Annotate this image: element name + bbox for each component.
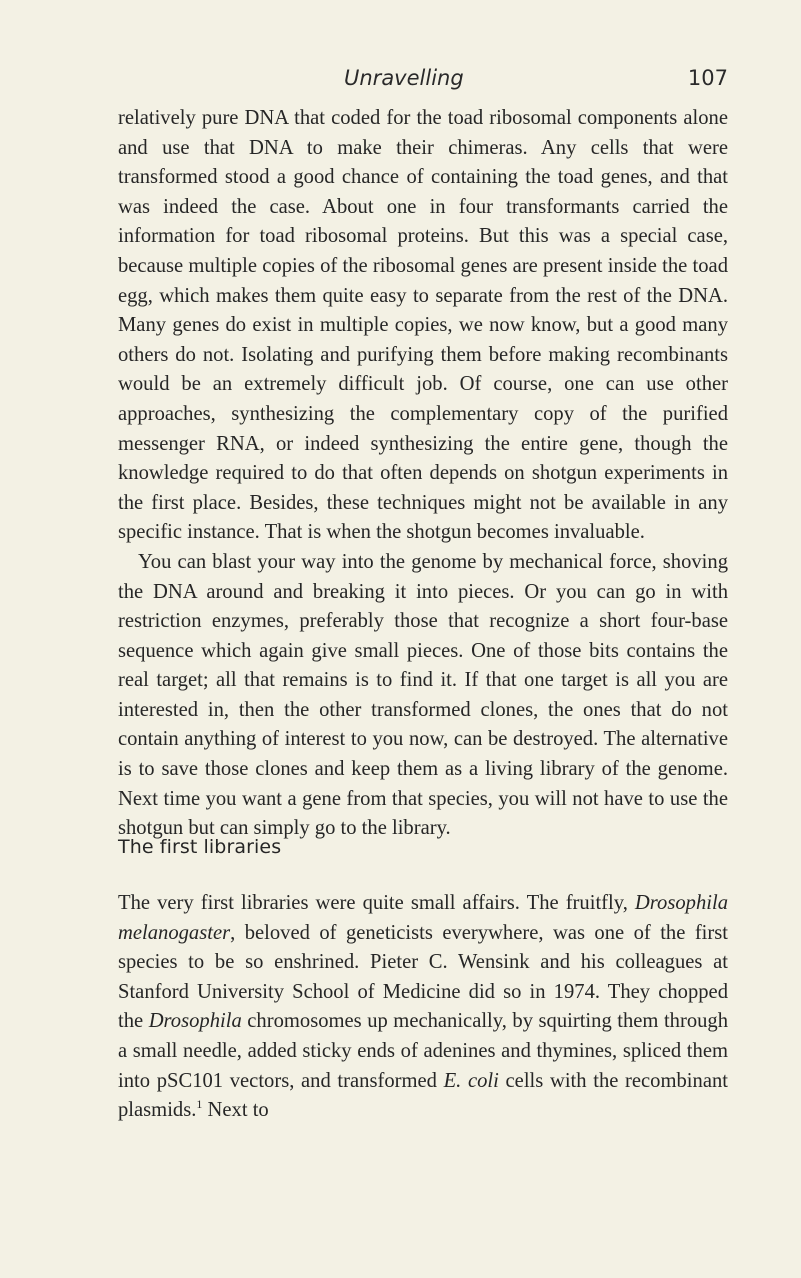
species-name: Drosophila melanogaster xyxy=(118,892,728,944)
text-span: The very first libraries were quite small affairs. The fruitfly, xyxy=(118,892,635,914)
section-heading: The first libraries xyxy=(118,836,282,858)
paragraph: You can blast your way into the genome by mechanical force, shoving the DNA around and breaking it into pieces. Or you can go in with restriction enzymes, preferably those that recognize a short four-base sequence which again give small pieces. One of those bits contains the real target; all that remains is to find it. If that one target is all you are interested in, then the other transformed clones, the ones that do not contain anything of interest to you now, can be destroyed. The alternative is to save those clones and keep them as a living library of the genome. Next time you want a gene from that species, you will not have to use the shotgun but can simply go to the library. xyxy=(118,550,728,840)
section-body-text xyxy=(118,889,728,1126)
page-number: 107 xyxy=(687,66,728,90)
text-span: chromosomes up mechanically, by squirting them through a small needle, added sticky ends of adenines and thymines, spliced them into pSC101 vectors, and transformed xyxy=(118,1010,729,1092)
body-text xyxy=(118,104,728,844)
genus-name: Drosophila xyxy=(148,1010,242,1033)
species-name: E. coli xyxy=(443,1069,499,1092)
text-span: Next to xyxy=(202,1099,269,1122)
paragraph xyxy=(118,889,728,1126)
text-span: cells with the recombinant plasmids. xyxy=(118,1069,728,1122)
paragraph: relatively pure DNA that coded for the toad ribosomal components alone and use that DNA to make their chimeras. Any cells that were transformed stood a good chance of containing the toad genes, and that was indeed the case. About one in four transformants carried the information for toad ribosomal proteins. But this was a special case, because multiple copies of the ribosomal genes are present inside the toad egg, which makes them quite easy to separate from the rest of the DNA. Many genes do exist in multiple copies, we now know, but a good many others do not. Isolating and purifying them before making recombinants would be an extremely difficult job. Of course, one can use other approaches, synthesizing the complementary copy of the purified messenger RNA, or indeed synthesizing the entire gene, though the knowledge required to do that often depends on shotgun experiments in the first place. Besides, these techniques might not be available in any specific instance. That is when the shotgun becomes invaluable. xyxy=(118,107,728,544)
running-head: Unravelling xyxy=(344,66,464,90)
footnote-marker[interactable]: 1 xyxy=(196,1097,203,1112)
text-span: , beloved of geneticists everywhere, was one of the first species to be so enshrined. Pieter C. Wensink and his colleagues at Stanford University School of Medicine did so in 1974. They chopped the xyxy=(118,921,728,1033)
page-header xyxy=(118,66,728,96)
